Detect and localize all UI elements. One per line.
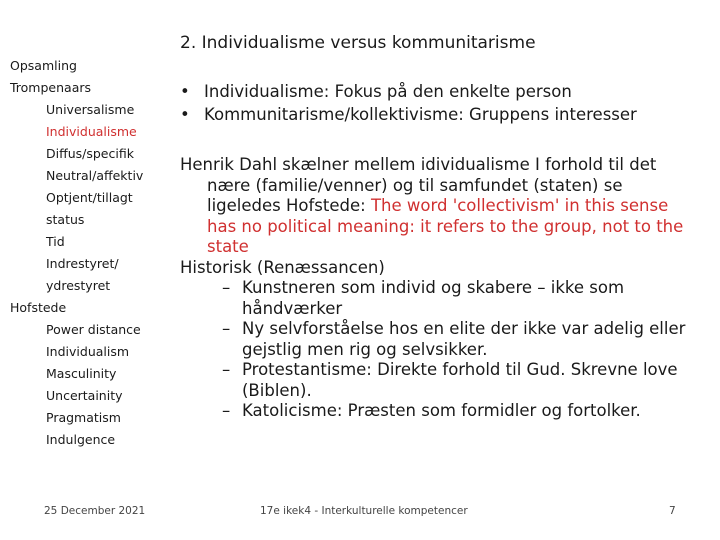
bullet-text: Individualisme: Fokus på den enkelte person [204,82,572,101]
sidebar-heading: Opsamling [10,58,77,73]
sidebar-item: Indrestyret/ [46,256,119,271]
dash-item [180,401,700,422]
sidebar-item-active: Individualisme [46,124,137,139]
sidebar-item: Pragmatism [46,410,121,425]
sidebar-item: Masculinity [46,366,117,381]
dash-item [180,360,700,401]
sidebar-item: Indulgence [46,432,116,447]
dash-icon: – [222,401,231,420]
page-number: 7 [669,505,676,517]
dash-icon: – [222,319,231,338]
dash-text: Katolicisme: Præsten som formidler og fortolker. [242,401,641,420]
sidebar-item: status [46,212,85,227]
paragraph-historisk: Historisk (Renæssancen) [180,257,385,277]
bullet-item [180,80,637,103]
hofstede-quote: The word 'collectivism' in this sense has no political meaning: it refers to the group, not to the state [207,196,684,256]
body-text [180,155,700,422]
sidebar-group-hofstede: Hofstede [10,300,67,315]
bullet-list [180,80,637,126]
sidebar-item: ydrestyret [46,278,111,293]
bullet-icon: • [180,105,190,124]
sidebar-item: Optjent/tillagt [46,190,133,205]
dash-text: Ny selvforståelse hos en elite der ikke var adelig eller gejstlig men rig og selvsikker. [242,319,686,359]
sidebar-item: Diffus/specifik [46,146,134,161]
slide-title: 2. Individualisme versus kommunitarisme [180,33,536,53]
dash-item [180,278,700,319]
sidebar-item: Uncertainity [46,388,123,403]
bullet-icon: • [180,82,190,101]
bullet-item [180,103,637,126]
sidebar-group-trompenaars: Trompenaars [10,80,92,95]
dash-text: Kunstneren som individ og skabere – ikke som håndværker [242,278,625,318]
sidebar-item: Individualism [46,344,130,359]
sidebar-item: Universalisme [46,102,135,117]
dash-text: Protestantisme: Direkte forhold til Gud. Skrevne love (Biblen). [242,360,678,400]
dash-icon: – [222,278,231,297]
footer-course: 17e ikek4 - Interkulturelle kompetencer [260,505,468,517]
bullet-text: Kommunitarisme/kollektivisme: Gruppens interesser [204,105,637,124]
sidebar-item: Tid [46,234,65,249]
sidebar-item: Neutral/affektiv [46,168,144,183]
sidebar-item: Power distance [46,322,141,337]
footer-date: 25 December 2021 [44,505,146,517]
paragraph-text: Henrik Dahl skælner mellem idividualisme I forhold til det nære (familie/venner) og til samfundet (staten) se ligeledes Hofstede: [180,155,657,215]
dash-icon: – [222,360,231,379]
paragraph-dahl [180,155,700,258]
dash-item [180,319,700,360]
sidebar-outline [10,55,143,451]
